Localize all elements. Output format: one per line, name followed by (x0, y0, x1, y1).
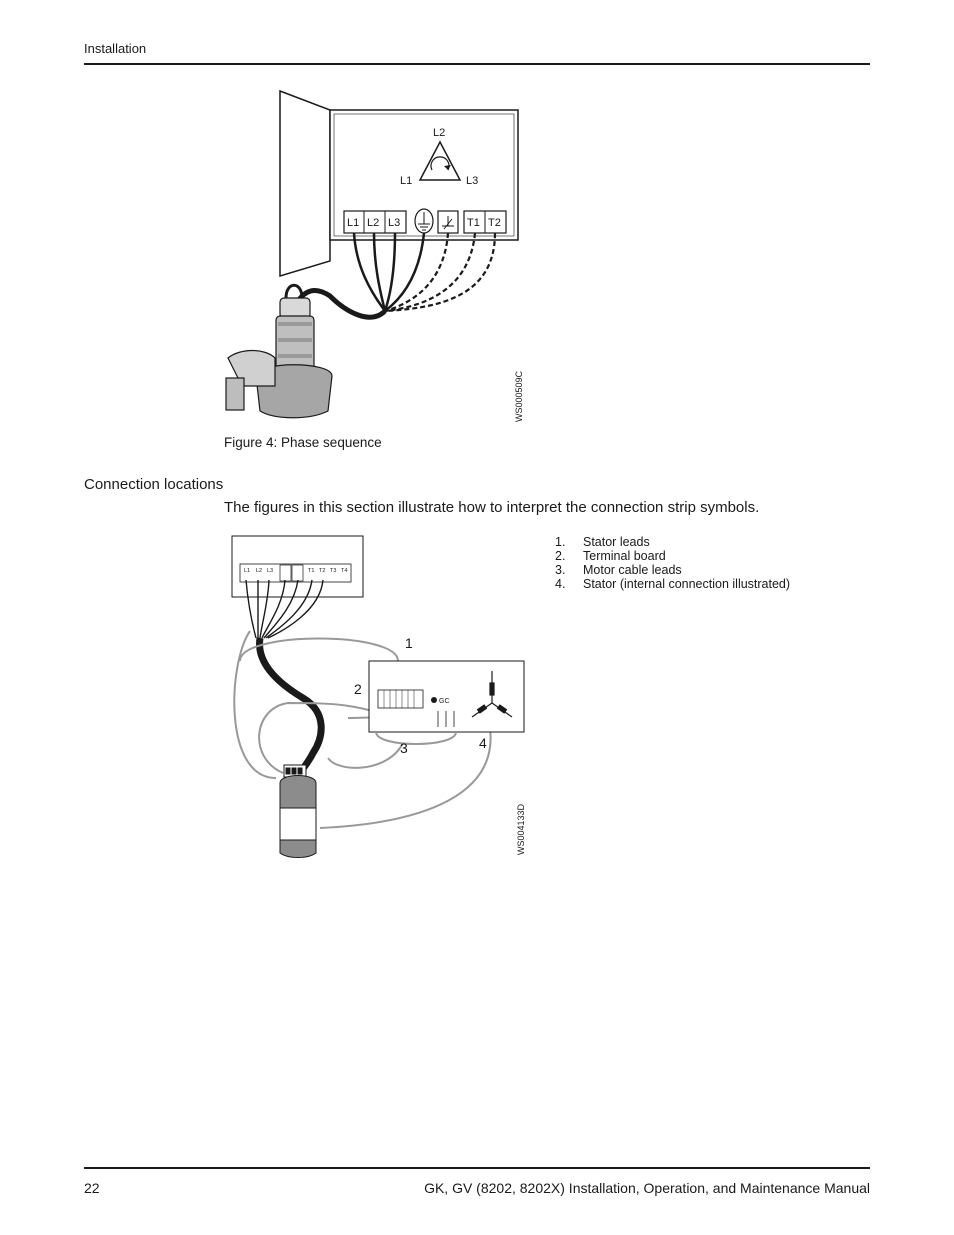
strip-label-l1: L1 (244, 568, 251, 574)
strip-label-l2: L2 (256, 568, 263, 574)
header-section-title: Installation (84, 41, 147, 56)
strip-label-t1: T1 (308, 568, 315, 574)
board-label: GC (439, 698, 450, 705)
terminal-t2: T2 (488, 217, 501, 229)
figure-code: WS000509C (514, 370, 524, 422)
section-intro: The figures in this section illustrate how to interpret the connection strip symbols. (224, 499, 760, 516)
callout-4: 4 (479, 735, 487, 751)
figure-caption: Figure 4: Phase sequence (224, 435, 382, 450)
strip-label-t2: T2 (319, 568, 326, 574)
callout-1: 1 (405, 635, 413, 651)
manual-title: GK, GV (8202, 8202X) Installation, Operation, and Maintenance Manual (424, 1180, 870, 1196)
ground-icon (415, 209, 433, 233)
footer-rule (84, 1167, 870, 1169)
strip-label-t3: T3 (330, 568, 337, 574)
callout-2: 2 (354, 681, 362, 697)
triangle-label-l3: L3 (466, 175, 479, 187)
strip-label-l3: L3 (267, 568, 274, 574)
header-rule (84, 63, 870, 65)
page-number: 22 (84, 1180, 100, 1196)
figure-legend (555, 535, 790, 591)
terminal-t1: T1 (467, 217, 480, 229)
triangle-label-l1: L1 (400, 175, 413, 187)
section-heading: Connection locations (84, 476, 224, 493)
list-item: 3. Motor cable leads (555, 563, 682, 577)
pump-illustration (226, 285, 332, 418)
callout-3: 3 (400, 740, 408, 756)
triangle-label-l2: L2 (433, 127, 446, 139)
list-item: 4. Stator (internal connection illustrated) (555, 577, 791, 591)
terminal-l3: L3 (388, 217, 401, 229)
phase-sequence-figure (220, 86, 540, 426)
figure-code: WS004133D (516, 803, 526, 855)
connection-locations-figure (228, 533, 533, 863)
sensor-icon (438, 211, 458, 233)
terminal-l2: L2 (367, 217, 380, 229)
stator-illustration (280, 765, 316, 858)
terminal-l1: L1 (347, 217, 360, 229)
list-item: 2. Terminal board (555, 549, 666, 563)
strip-label-t4: T4 (341, 568, 348, 574)
list-item: 1. Stator leads (555, 535, 650, 549)
